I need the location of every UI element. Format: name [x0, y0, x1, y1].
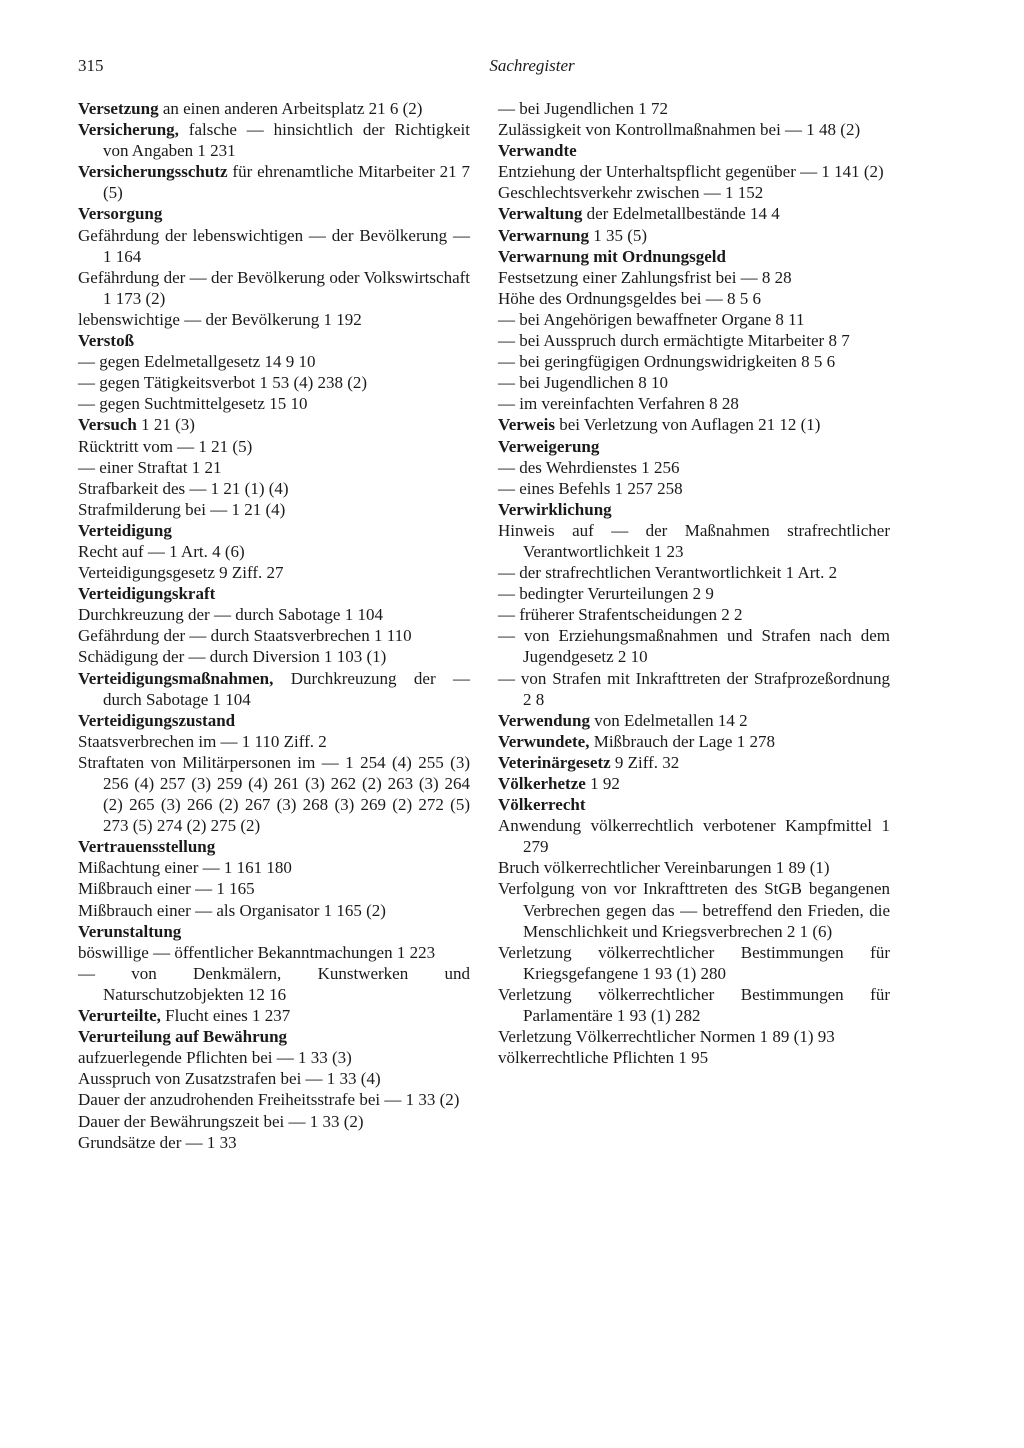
index-entry-text: Verletzung Völkerrechtlicher Normen 1 89 (1) 93	[498, 1027, 835, 1047]
index-entry	[498, 984, 890, 1026]
index-entry-text: — einer Straftat 1 21	[78, 457, 222, 477]
index-entry-text: — des Wehrdienstes 1 256	[498, 457, 680, 477]
index-entry	[498, 457, 890, 478]
index-entry-term: Verurteilung auf Bewährung	[78, 1027, 288, 1047]
index-entry	[498, 288, 890, 309]
index-entry-text: — bedingter Verurteilungen 2 9	[498, 584, 714, 604]
index-entry-text: Höhe des Ordnungsgeldes bei — 8 5 6	[498, 288, 761, 308]
index-entry	[78, 520, 470, 541]
index-entry	[78, 161, 470, 203]
index-entry-text: 1 21 (3)	[136, 415, 195, 435]
index-entry-term: Verteidigungszustand	[78, 710, 236, 730]
index-entry-text: Verletzung völkerrechtlicher Bestimmungen für Kriegsgefangene 1 93 (1) 280	[498, 942, 890, 983]
index-entry-text: Dauer der anzudrohenden Freiheitsstrafe bei — 1 33 (2)	[78, 1090, 460, 1110]
index-entry	[498, 140, 890, 161]
index-entry	[498, 878, 890, 941]
index-entry-term: Verunstaltung	[78, 921, 182, 941]
index-entry	[78, 604, 470, 625]
index-entry-term: Vertrauensstellung	[78, 837, 216, 857]
index-entry-text: Mißbrauch einer — als Organisator 1 165 (2)	[78, 900, 386, 920]
index-entry	[78, 436, 470, 457]
index-entry-term: Verwandte	[498, 141, 577, 161]
index-entry-text: Schädigung der — durch Diversion 1 103 (1)	[78, 647, 387, 667]
running-title: Sachregister	[489, 56, 575, 75]
index-entry	[78, 562, 470, 583]
index-entry-text: Festsetzung einer Zahlungsfrist bei — 8 28	[498, 267, 792, 287]
index-entry-text: Strafmilderung bei — 1 21 (4)	[78, 499, 286, 519]
index-entry-text: Entziehung der Unterhaltspflicht gegenüber — 1 141 (2)	[498, 162, 884, 182]
index-entry-text: Strafbarkeit des — 1 21 (1) (4)	[78, 478, 289, 498]
index-entry	[78, 478, 470, 499]
index-entry	[498, 815, 890, 857]
index-entry-term: Verwirklichung	[498, 499, 612, 519]
index-entry-text: — gegen Suchtmittelgesetz 15 10	[78, 394, 308, 414]
index-entry-text: 1 92	[585, 774, 620, 793]
index-entry	[78, 731, 470, 752]
index-entry-text: Gefährdung der — der Bevölkerung oder Volkswirtschaft 1 173 (2)	[78, 267, 470, 308]
index-entry	[78, 942, 470, 963]
index-entry	[498, 119, 890, 140]
index-entry-text: für ehrenamtliche Mitarbeiter 21 7 (5)	[103, 162, 470, 203]
index-entry	[498, 1047, 890, 1068]
index-entry	[78, 372, 470, 393]
index-entry	[498, 203, 890, 224]
index-entry-text: Gefährdung der lebenswichtigen — der Bevölkerung — 1 164	[78, 225, 470, 266]
index-entry-term: Versetzung	[78, 99, 159, 118]
index-entry-text: Gefährdung der — durch Staatsverbrechen 1 110	[78, 626, 412, 646]
index-entry-text: völkerrechtliche Pflichten 1 95	[498, 1048, 709, 1068]
index-entry-text: aufzuerlegende Pflichten bei — 1 33 (3)	[78, 1048, 352, 1068]
index-entry	[498, 246, 890, 267]
index-entry-term: Verwendung	[498, 710, 590, 730]
index-entry	[78, 1111, 470, 1132]
index-entry	[498, 604, 890, 625]
index-entry	[498, 414, 890, 435]
index-entry-text: 1 35 (5)	[589, 225, 648, 245]
index-entry	[498, 161, 890, 182]
index-entry	[78, 710, 470, 731]
index-entry-text: — eines Befehls 1 257 258	[498, 478, 683, 498]
index-entry	[78, 1026, 470, 1047]
index-entry	[78, 309, 470, 330]
index-entry-text: — von Erziehungsmaßnahmen und Strafen nach dem Jugendgesetz 2 10	[498, 626, 890, 667]
index-entry	[78, 351, 470, 372]
index-entry-term: Verweigerung	[498, 436, 600, 456]
index-entry	[78, 119, 470, 161]
index-entry	[498, 668, 890, 710]
index-entry	[78, 963, 470, 1005]
index-entry-text: — von Strafen mit Inkrafttreten der Strafprozeßordnung 2 8	[498, 668, 890, 709]
index-entry	[78, 499, 470, 520]
index-entry	[78, 921, 470, 942]
index-entry-text: 9 Ziff. 32	[610, 752, 680, 772]
index-entry-text: Verletzung völkerrechtlicher Bestimmungen für Parlamentäre 1 93 (1) 282	[498, 984, 890, 1026]
index-entry	[78, 1089, 470, 1110]
index-entry-text: böswillige — öffentlicher Bekanntmachungen 1 223	[78, 942, 436, 962]
index-entry-term: Versuch	[78, 415, 137, 435]
index-entry	[498, 309, 890, 330]
index-entry-term: Versicherungsschutz	[78, 162, 228, 182]
index-entry	[498, 731, 890, 752]
index-entry-text: — bei Angehörigen bewaffneter Organe 8 11	[498, 309, 805, 329]
index-entry-text: Flucht eines 1 237	[160, 1006, 291, 1026]
index-entry-text: — gegen Tätigkeitsverbot 1 53 (4) 238 (2)	[78, 373, 368, 393]
index-entry-text: — bei Ausspruch durch ermächtigte Mitarbeiter 8 7	[498, 331, 850, 351]
index-entry-term: Völkerrecht	[498, 795, 586, 815]
index-entry-term: Verteidigungsmaßnahmen,	[78, 668, 274, 688]
index-entry-term: Verwundete,	[498, 731, 590, 751]
index-entry-text: lebenswichtige — der Bevölkerung 1 192	[78, 309, 362, 329]
index-entry	[498, 942, 890, 984]
index-entry	[498, 773, 890, 794]
index-entry-text: Durchkreuzung der — durch Sabotage 1 104	[103, 668, 470, 709]
index-entry	[78, 330, 470, 351]
index-entry	[498, 625, 890, 667]
index-entry-text: Geschlechtsverkehr zwischen — 1 152	[498, 183, 764, 203]
index-entry-term: Versicherung,	[78, 120, 179, 140]
index-entry-text: Straftaten von Militärpersonen im — 1 254 (4) 255 (3) 256 (4) 257 (3) 259 (4) 261 (3) 262 (2) 263 (3) 264 (2) 265 (3) 266 (2) 267 (3) 268 (3) 269 (2) 272 (5) 273 (5) 274 (2) 275 (2)	[78, 752, 470, 836]
index-entry	[498, 752, 890, 773]
index-column-left	[78, 98, 470, 1153]
index-entry-term: Veterinärgesetz	[498, 752, 611, 772]
index-entry-term: Verwarnung mit Ordnungsgeld	[498, 246, 726, 266]
index-entry-text: — bei geringfügigen Ordnungswidrigkeiten 8 5 6	[498, 352, 836, 372]
index-entry	[78, 1005, 470, 1026]
index-entry	[498, 562, 890, 583]
index-entry	[498, 794, 890, 815]
index-entry-text: — von Denkmälern, Kunstwerken und Naturschutzobjekten 12 16	[78, 963, 470, 1004]
index-entry	[78, 1068, 470, 1089]
index-entry	[498, 98, 890, 119]
page-number: 315	[78, 56, 104, 75]
index-entry-term: Verteidigungskraft	[78, 584, 216, 604]
index-entry-text: — der strafrechtlichen Verantwortlichkeit 1 Art. 2	[498, 563, 838, 583]
index-entry-text: — früherer Strafentscheidungen 2 2	[498, 605, 743, 625]
index-entry	[78, 267, 470, 309]
index-entry-text: Ausspruch von Zusatzstrafen bei — 1 33 (4)	[78, 1069, 381, 1089]
index-entry-text: Grundsätze der — 1 33	[78, 1132, 237, 1152]
index-entry	[78, 878, 470, 899]
index-entry	[498, 583, 890, 604]
index-entry-text: Verteidigungsgesetz 9 Ziff. 27	[78, 563, 284, 583]
index-entry	[78, 752, 470, 836]
index-entry	[498, 1026, 890, 1047]
index-entry	[498, 182, 890, 203]
index-entry-term: Verwarnung	[498, 225, 589, 245]
index-entry-text: Dauer der Bewährungszeit bei — 1 33 (2)	[78, 1111, 364, 1131]
index-entry-text: — bei Jugendlichen 8 10	[498, 373, 668, 393]
index-entry-term: Versorgung	[78, 204, 163, 224]
index-entry-term: Verteidigung	[78, 520, 172, 540]
index-entry-text: Staatsverbrechen im — 1 110 Ziff. 2	[78, 731, 327, 751]
index-entry	[78, 225, 470, 267]
index-entry	[78, 625, 470, 646]
index-entry	[498, 267, 890, 288]
index-entry-term: Verurteilte,	[78, 1006, 161, 1026]
index-entry-term: Verweis	[498, 415, 555, 435]
index-entry	[78, 203, 470, 224]
index-entry	[78, 836, 470, 857]
index-entry-text: Hinweis auf — der Maßnahmen strafrechtlicher Verantwortlichkeit 1 23	[498, 520, 890, 561]
index-entry	[498, 351, 890, 372]
index-entry	[78, 457, 470, 478]
index-entry-text: der Edelmetallbestände 14 4	[582, 204, 780, 224]
index-entry	[498, 710, 890, 731]
index-entry-text: Rücktritt vom — 1 21 (5)	[78, 436, 253, 456]
index-entry-text: Anwendung völkerrechtlich verbotener Kampfmittel 1 279	[498, 816, 890, 857]
index-entry	[78, 583, 470, 604]
index-entry-term: Verstoß	[78, 331, 135, 351]
index-entry-text: — gegen Edelmetallgesetz 14 9 10	[78, 352, 316, 372]
index-entry	[498, 436, 890, 457]
index-entry-term: Völkerhetze	[498, 774, 586, 793]
index-entry	[498, 372, 890, 393]
index-entry	[78, 900, 470, 921]
index-entry	[498, 857, 890, 878]
index-entry-text: Durchkreuzung der — durch Sabotage 1 104	[78, 605, 383, 625]
index-entry	[498, 520, 890, 562]
index-column-right	[498, 98, 890, 1068]
index-entry-text: von Edelmetallen 14 2	[589, 710, 748, 730]
index-entry-text: Zulässigkeit von Kontrollmaßnahmen bei — 1 48 (2)	[498, 120, 861, 140]
index-entry-text: Mißbrauch der Lage 1 278	[589, 731, 775, 751]
index-entry	[78, 668, 470, 710]
index-entry	[78, 98, 470, 119]
index-entry	[78, 414, 470, 435]
index-entry	[78, 1132, 470, 1153]
index-entry-text: an einen anderen Arbeitsplatz 21 6 (2)	[158, 99, 423, 118]
index-entry	[78, 857, 470, 878]
index-entry	[498, 225, 890, 246]
index-entry-text: Mißachtung einer — 1 161 180	[78, 858, 292, 878]
index-entry	[498, 330, 890, 351]
index-entry	[78, 393, 470, 414]
index-entry-text: Bruch völkerrechtlicher Vereinbarungen 1 89 (1)	[498, 858, 830, 878]
index-entry-text: Mißbrauch einer — 1 165	[78, 879, 255, 899]
index-entry-text: — im vereinfachten Verfahren 8 28	[498, 394, 739, 414]
index-entry-text: bei Verletzung von Auflagen 21 12 (1)	[554, 415, 821, 435]
index-entry-text: Verfolgung von vor Inkrafttreten des StGB begangenen Verbrechen gegen das — betreffend den Frieden, die Menschlichkeit und Kriegsverbrechen 2 1 (6)	[498, 879, 890, 941]
index-entry-term: Verwaltung	[498, 204, 583, 224]
index-entry	[78, 1047, 470, 1068]
index-entry	[78, 541, 470, 562]
index-entry-text: — bei Jugendlichen 1 72	[498, 99, 668, 118]
index-entry	[78, 646, 470, 667]
index-entry	[498, 499, 890, 520]
index-entry	[498, 478, 890, 499]
index-entry-text: falsche — hinsichtlich der Richtigkeit von Angaben 1 231	[103, 120, 470, 161]
index-entry	[498, 393, 890, 414]
index-entry-text: Recht auf — 1 Art. 4 (6)	[78, 541, 245, 561]
